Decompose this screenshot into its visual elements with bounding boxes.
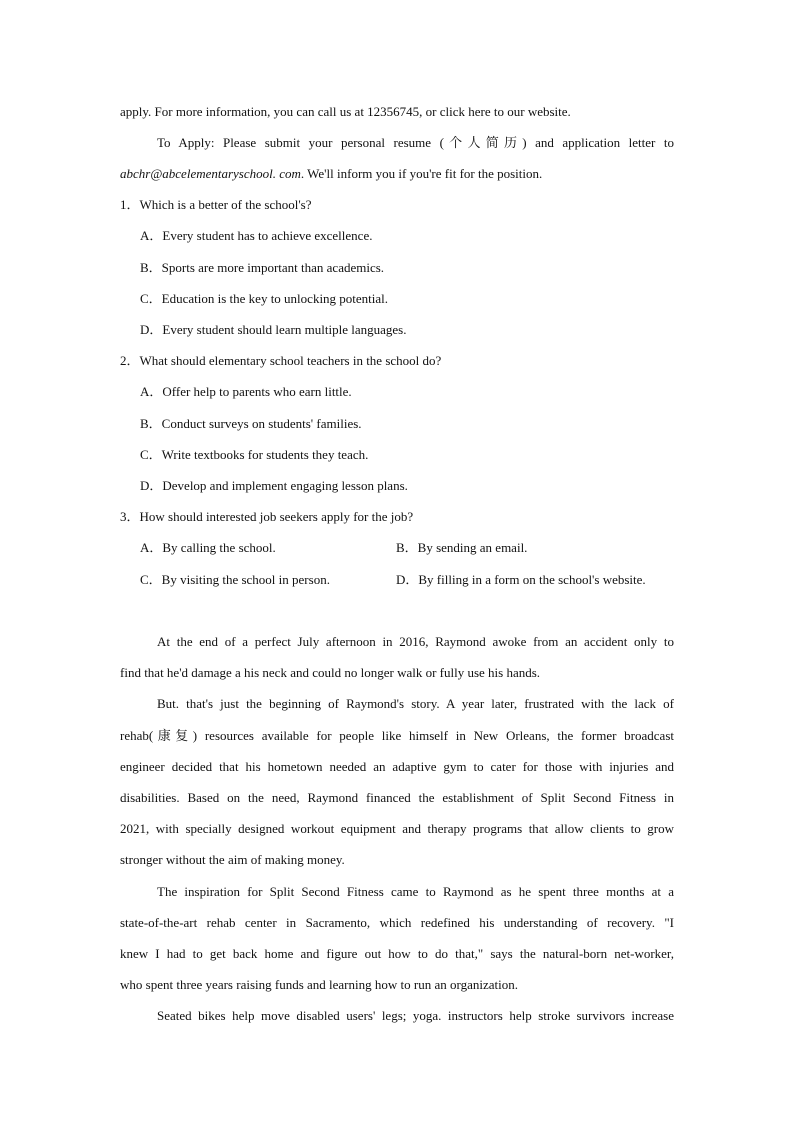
passage-p2-line-1: But. that's just the beginning of Raymond's story. A year later, frustrated with the lack of <box>157 696 674 711</box>
passage-p3-line-4: who spent three years raising funds and learning how to run an organization. <box>120 977 518 992</box>
question-1-option-c: C．Education is the key to unlocking potential. <box>140 291 389 306</box>
question-1-stem: 1．Which is a better of the school's? <box>120 197 312 212</box>
passage-p1-line-1: At the end of a perfect July afternoon in 2016, Raymond awoke from an accident only to <box>157 634 674 649</box>
passage-p2-line-2: rehab(康复) resources available for people like himself in New Orleans, the former broadcast <box>120 728 674 743</box>
question-2-stem: 2．What should elementary school teachers in the school do? <box>120 353 442 368</box>
question-3-option-b: B．By sending an email. <box>396 540 528 555</box>
question-3-option-d: D．By filling in a form on the school's website. <box>396 572 646 587</box>
question-3-option-a: A．By calling the school. <box>140 540 276 555</box>
question-3-option-c: C．By visiting the school in person. <box>140 572 330 587</box>
apply-email-line <box>120 165 542 183</box>
passage-p4-line-1: Seated bikes help move disabled users' legs; yoga. instructors help stroke survivors increase <box>157 1008 674 1023</box>
passage-p2-line-3: engineer decided that his hometown needed an adaptive gym to cater for those with injuries and <box>120 759 674 774</box>
question-2-option-b: B．Conduct surveys on students' families. <box>140 416 362 431</box>
passage-p2-line-6: stronger without the aim of making money. <box>120 852 345 867</box>
passage-p3-line-2: state-of-the-art rehab center in Sacramento, which redefined his understanding of recovery. "I <box>120 915 674 930</box>
question-2-option-a: A．Offer help to parents who earn little. <box>140 384 352 399</box>
passage-p3-line-3: knew I had to get back home and figure out how to do that," says the natural-born net-worker, <box>120 946 674 961</box>
question-3-stem: 3．How should interested job seekers apply for the job? <box>120 509 414 524</box>
email-address: abchr@abcelementaryschool. com <box>120 166 301 181</box>
question-2-option-d: D．Develop and implement engaging lesson plans. <box>140 478 408 493</box>
passage-p1-line-2: find that he'd damage a his neck and could no longer walk or fully use his hands. <box>120 665 541 680</box>
question-1-option-b: B．Sports are more important than academics. <box>140 260 385 275</box>
apply-instructions-line: To Apply: Please submit your personal resume (个人简历) and application letter to <box>157 135 674 150</box>
apply-email-rest: . We'll inform you if you're fit for the position. <box>300 166 543 181</box>
passage-p3-line-1: The inspiration for Split Second Fitness came to Raymond as he spent three months at a <box>157 884 674 899</box>
question-1-option-a: A．Every student has to achieve excellence. <box>140 228 373 243</box>
ad-contact-line: apply. For more information, you can call us at 12356745, or click here to our website. <box>120 104 571 119</box>
passage-p2-line-5: 2021, with specially designed workout equipment and therapy programs that allow clients to grow <box>120 821 674 836</box>
question-1-option-d: D．Every student should learn multiple languages. <box>140 322 407 337</box>
question-2-option-c: C．Write textbooks for students they teach. <box>140 447 369 462</box>
passage-p2-line-4: disabilities. Based on the need, Raymond financed the establishment of Split Second Fitness in <box>120 790 674 805</box>
